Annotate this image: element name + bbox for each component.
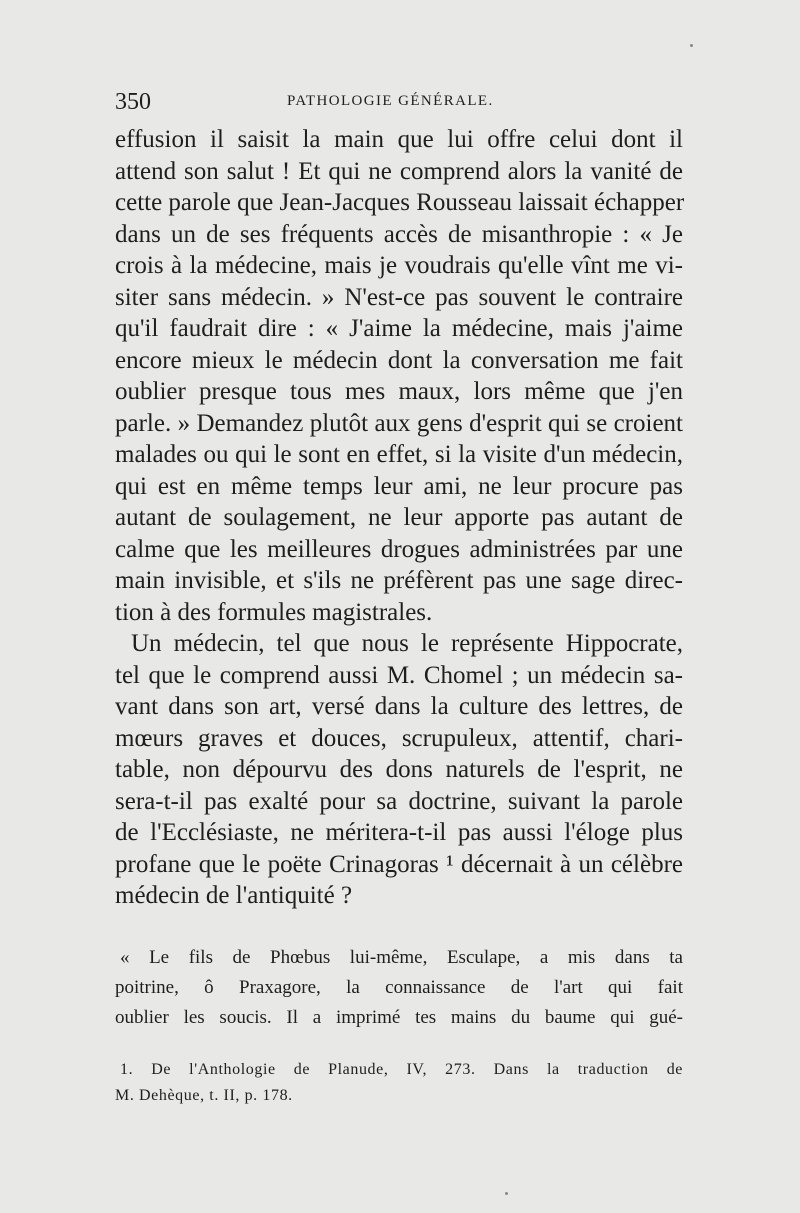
text-line: Un médecin, tel que nous le représente Hippocrate,: [131, 630, 683, 657]
main-text: [115, 124, 683, 912]
text-line: crois à la médecine, mais je voudrais qu'elle vînt me vi-: [115, 252, 683, 279]
text-line: tion à des formules magistrales.: [115, 598, 433, 626]
text-line: attend son salut ! Et qui ne comprend alors la vanité de: [115, 157, 683, 185]
text-line: vant dans son art, versé dans la culture des lettres, de: [115, 693, 683, 720]
footnote: [115, 1057, 683, 1109]
text-line: cette parole que Jean-Jacques Rousseau laissait échapper: [115, 189, 685, 216]
quote-line: « Le fils de Phœbus lui-même, Esculape, a mis dans ta: [120, 947, 683, 968]
footnote-line: 1. De l'Anthologie de Planude, IV, 273. Dans la traduction de: [120, 1061, 683, 1078]
page-number: 350: [115, 89, 151, 115]
text-line: siter sans médecin. » N'est-ce pas souvent le contraire: [115, 283, 683, 311]
quote-line: oublier les soucis. Il a imprimé tes mains du baume qui gué-: [115, 1007, 683, 1028]
text-line: dans un de ses fréquents accès de misanthropie : « Je: [115, 220, 683, 248]
block-quote: [115, 943, 683, 1033]
paragraph-1: [115, 124, 683, 628]
text-line: qu'il faudrait dire : « J'aime la médecine, mais j'aime: [115, 315, 683, 342]
text-line: mœurs graves et douces, scrupuleux, attentif, chari-: [115, 724, 683, 752]
text-line: tel que le comprend aussi M. Chomel ; un médecin sa-: [115, 661, 683, 689]
text-line: autant de soulagement, ne leur apporte pas autant de: [115, 504, 683, 531]
text-line: parle. » Demandez plutôt aux gens d'esprit qui se croient: [115, 409, 683, 437]
text-line: malades ou qui le sont en effet, si la visite d'un médecin,: [115, 441, 683, 468]
paragraph-2: [115, 628, 683, 912]
text-line: médecin de l'antiquité ?: [115, 882, 353, 909]
text-line: oublier presque tous mes maux, lors même que j'en: [115, 378, 683, 405]
text-line: qui est en même temps leur ami, ne leur procure pas: [115, 472, 683, 500]
text-line: de l'Ecclésiaste, ne méritera-t-il pas aussi l'éloge plus: [115, 819, 683, 846]
text-line: table, non dépourvu des dons naturels de l'esprit, ne: [115, 756, 683, 783]
paper-speck: [505, 1192, 508, 1195]
paper-speck: [690, 44, 693, 47]
quote-line: poitrine, ô Praxagore, la connaissance de l'art qui fait: [115, 977, 683, 998]
text-line: calme que les meilleures drogues administrées par une: [115, 535, 683, 563]
text-line: effusion il saisit la main que lui offre celui dont il: [115, 126, 683, 153]
text-line: profane que le poëte Crinagoras ¹ décernait à un célèbre: [115, 850, 683, 878]
text-line: encore mieux le médecin dont la conversation me fait: [115, 346, 683, 374]
footnote-line: M. Dehèque, t. II, p. 178.: [115, 1087, 293, 1104]
text-line: sera-t-il pas exalté pour sa doctrine, suivant la parole: [115, 787, 683, 815]
running-head: PATHOLOGIE GÉNÉRALE.: [287, 93, 494, 109]
page-header: [115, 89, 683, 117]
text-line: main invisible, et s'ils ne préfèrent pas une sage direc-: [115, 567, 683, 594]
